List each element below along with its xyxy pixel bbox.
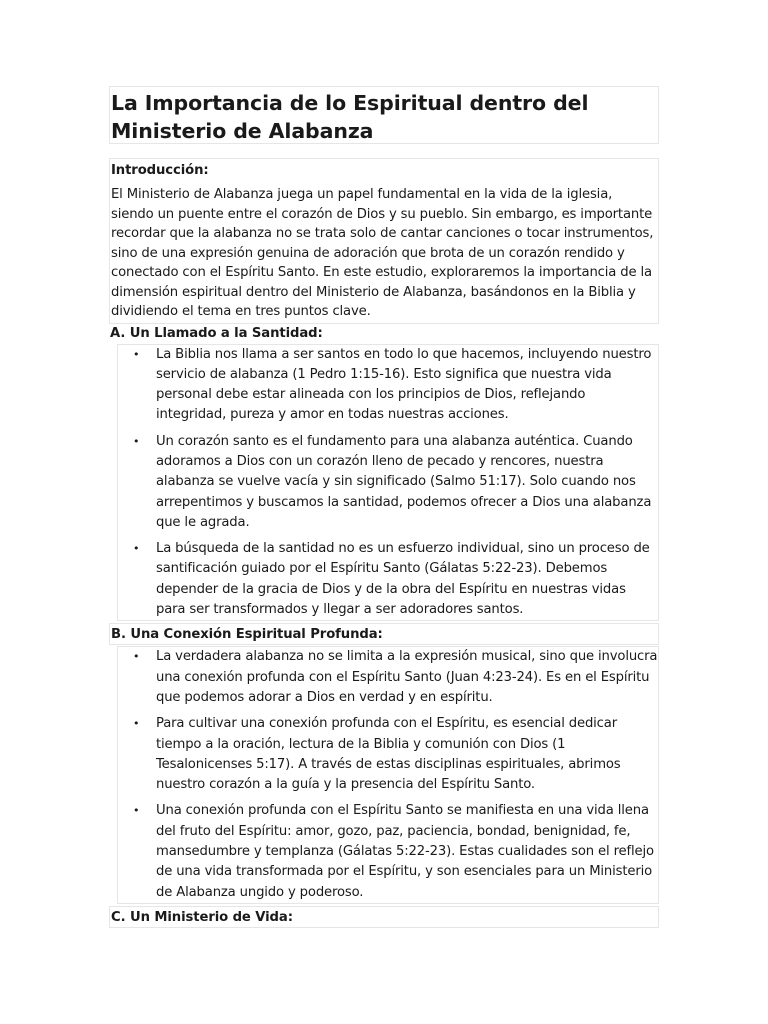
list-item [118,539,658,620]
section-a-list-block [117,344,659,622]
introduction-block [109,158,659,324]
list-item-text: La búsqueda de la santidad no es un esfuerzo individual, sino un proceso de santificación guiado por el Espíritu Santo (Gálatas 5:22-23). Debemos depender de la gracia de Dios y de la obra del Espíritu en nuestras vidas para ser transformados y llegar a ser adoradores santos. [156,541,650,618]
bullet-icon: • [133,804,140,818]
list-item-text: Un corazón santo es el fundamento para una alabanza auténtica. Cuando adoramos a Dios con un corazón lleno de pecado y rencores, nuestra alabanza se vuelve vacía y sin significado (Salmo 51:17). Solo cuando nos arrepentimos y buscamos la santidad, podemos ofrecer a Dios una alabanza que le agrada. [156,433,652,530]
list-item-text: Una conexión profunda con el Espíritu Santo se manifiesta en una vida llena del fruto del Espíritu: amor, gozo, paz, paciencia, bondad, benignidad, fe, mansedumbre y templanza (Gálatas 5:22-23). Estas cualidades son el reflejo de una vida transformada por el Espíritu, y son esenciales para un Ministerio de Alabanza ungido y poderoso. [156,803,654,900]
section-b-list-block [117,646,659,904]
list-item [118,714,658,795]
bullet-icon: • [133,650,140,664]
bullet-icon: • [133,347,140,361]
document-title [111,89,658,145]
list-item-text: Para cultivar una conexión profunda con el Espíritu, es esencial dedicar tiempo a la oración, lectura de la Biblia y comunión con Dios (1 Tesalonicenses 5:17). A través de estas disciplinas espirituales, abrimos nuestro corazón a la guía y la presencia del Espíritu Santo. [156,716,621,793]
section-heading-c: C. Un Ministerio de Vida: [109,906,659,928]
list-item-text: La Biblia nos llama a ser santos en todo lo que hacemos, incluyendo nuestro servicio de alabanza (1 Pedro 1:15-16). Esto significa que nuestra vida personal debe estar alineada con los principios de Dios, reflejando integridad, pureza y amor en todas nuestras acciones. [156,346,652,423]
intro-label: Introducción: [111,163,209,178]
title-line-2: Ministerio de Alabanza [111,119,374,143]
section-heading-b: B. Una Conexión Espiritual Profunda: [109,623,659,645]
bullet-icon: • [133,434,140,448]
document-page [109,86,659,928]
list-item [118,432,658,533]
bullet-icon: • [133,542,140,556]
intro-paragraph: El Ministerio de Alabanza juega un papel fundamental en la vida de la iglesia, siendo un puente entre el corazón de Dios y su pueblo. Sin embargo, es importante recordar que la alabanza no se trata solo de cantar canciones o tocar instrumentos, sino de una expresión genuina de adoración que brota de un corazón rendido y conectado con el Espíritu Santo. En este estudio, exploraremos la importancia de la dimensión espiritual dentro del Ministerio de Alabanza, basándonos en la Biblia y dividiendo el tema en tres puntos clave. [111,187,654,319]
list-item [118,345,658,426]
section-heading-a: A. Un Llamado a la Santidad: [110,325,323,341]
section-a-list [118,345,658,621]
section-b-list [118,647,658,903]
list-item [118,647,658,708]
list-item [118,801,658,902]
title-line-1: La Importancia de lo Espiritual dentro del [111,91,589,115]
bullet-icon: • [133,717,140,731]
list-item-text: La verdadera alabanza no se limita a la expresión musical, sino que involucra una conexión profunda con el Espíritu Santo (Juan 4:23-24). Es en el Espíritu que podemos adorar a Dios en verdad y en espíritu. [156,649,658,705]
title-block [109,86,659,144]
